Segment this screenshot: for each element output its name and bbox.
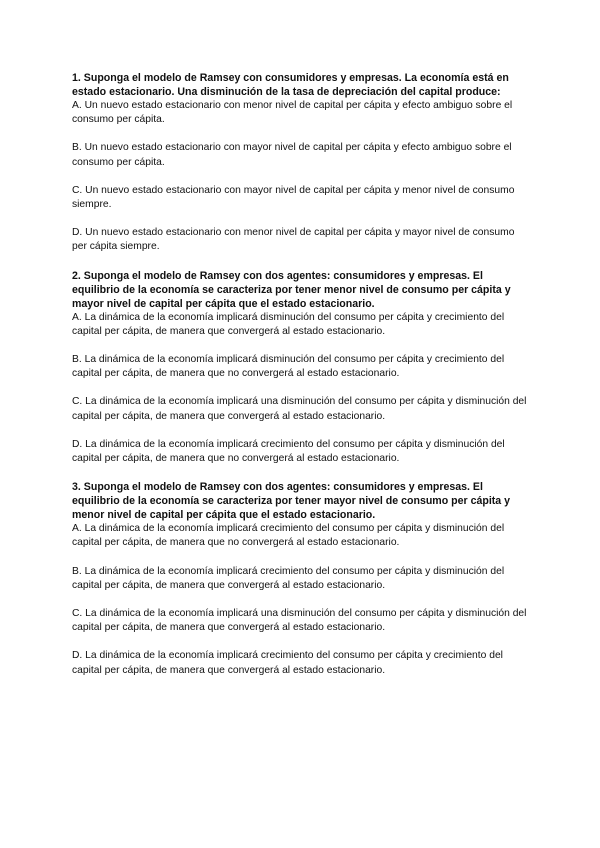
question-1: [72, 71, 532, 255]
question-stem: 1. Suponga el modelo de Ramsey con consumidores y empresas. La economía está en estado estacionario. Una disminución de la tasa de depreciación del capital produce:: [72, 72, 509, 98]
option-a: A. Un nuevo estado estacionario con menor nivel de capital per cápita y efecto ambiguo sobre el consumo per cápita.: [72, 100, 513, 126]
option-b: B. La dinámica de la economía implicará disminución del consumo per cápita y crecimiento del capital per cápita, de manera que no convergerá al estado estacionario.: [72, 354, 505, 380]
document-page: [72, 71, 532, 692]
option-d: D. Un nuevo estado estacionario con menor nivel de capital per cápita y mayor nivel de consumo per cápita siempre.: [72, 227, 515, 253]
option-d: D. La dinámica de la economía implicará crecimiento del consumo per cápita y crecimiento del capital per cápita, de manera que convergerá al estado estacionario.: [72, 650, 503, 676]
question-2: [72, 269, 532, 467]
option-b: B. La dinámica de la economía implicará crecimiento del consumo per cápita y disminución del capital per cápita, de manera que convergerá al estado estacionario.: [72, 565, 505, 591]
question-stem: 3. Suponga el modelo de Ramsey con dos agentes: consumidores y empresas. El equilibrio de la economía se caracteriza por tener mayor nivel de consumo per cápita y menor nivel de capital per cápita que el estado estacionario.: [72, 481, 511, 522]
option-c: C. Un nuevo estado estacionario con mayor nivel de capital per cápita y menor nivel de consumo siempre.: [72, 184, 515, 211]
option-d: D. La dinámica de la economía implicará crecimiento del consumo per cápita y disminución del capital per cápita, de manera que no convergerá al estado estacionario.: [72, 438, 505, 465]
question-stem: 2. Suponga el modelo de Ramsey con dos agentes: consumidores y empresas. El equilibrio de la economía se caracteriza por tener menor nivel de consumo per cápita y mayor nivel de capital per cápita que el estado estacionario.: [72, 269, 511, 310]
option-c: C. La dinámica de la economía implicará una disminución del consumo per cápita y disminución del capital per cápita, de manera que convergerá al estado estacionario.: [72, 608, 527, 634]
option-a: A. La dinámica de la economía implicará disminución del consumo per cápita y crecimiento del capital per cápita, de manera que convergerá al estado estacionario.: [72, 311, 505, 337]
question-3: [72, 480, 532, 678]
option-a: A. La dinámica de la economía implicará crecimiento del consumo per cápita y disminución del capital per cápita, de manera que no convergerá al estado estacionario.: [72, 523, 505, 549]
option-b: B. Un nuevo estado estacionario con mayor nivel de capital per cápita y efecto ambiguo sobre el consumo per cápita.: [72, 142, 512, 168]
option-c: C. La dinámica de la economía implicará una disminución del consumo per cápita y disminución del capital per cápita, de manera que convergerá al estado estacionario.: [72, 396, 527, 422]
